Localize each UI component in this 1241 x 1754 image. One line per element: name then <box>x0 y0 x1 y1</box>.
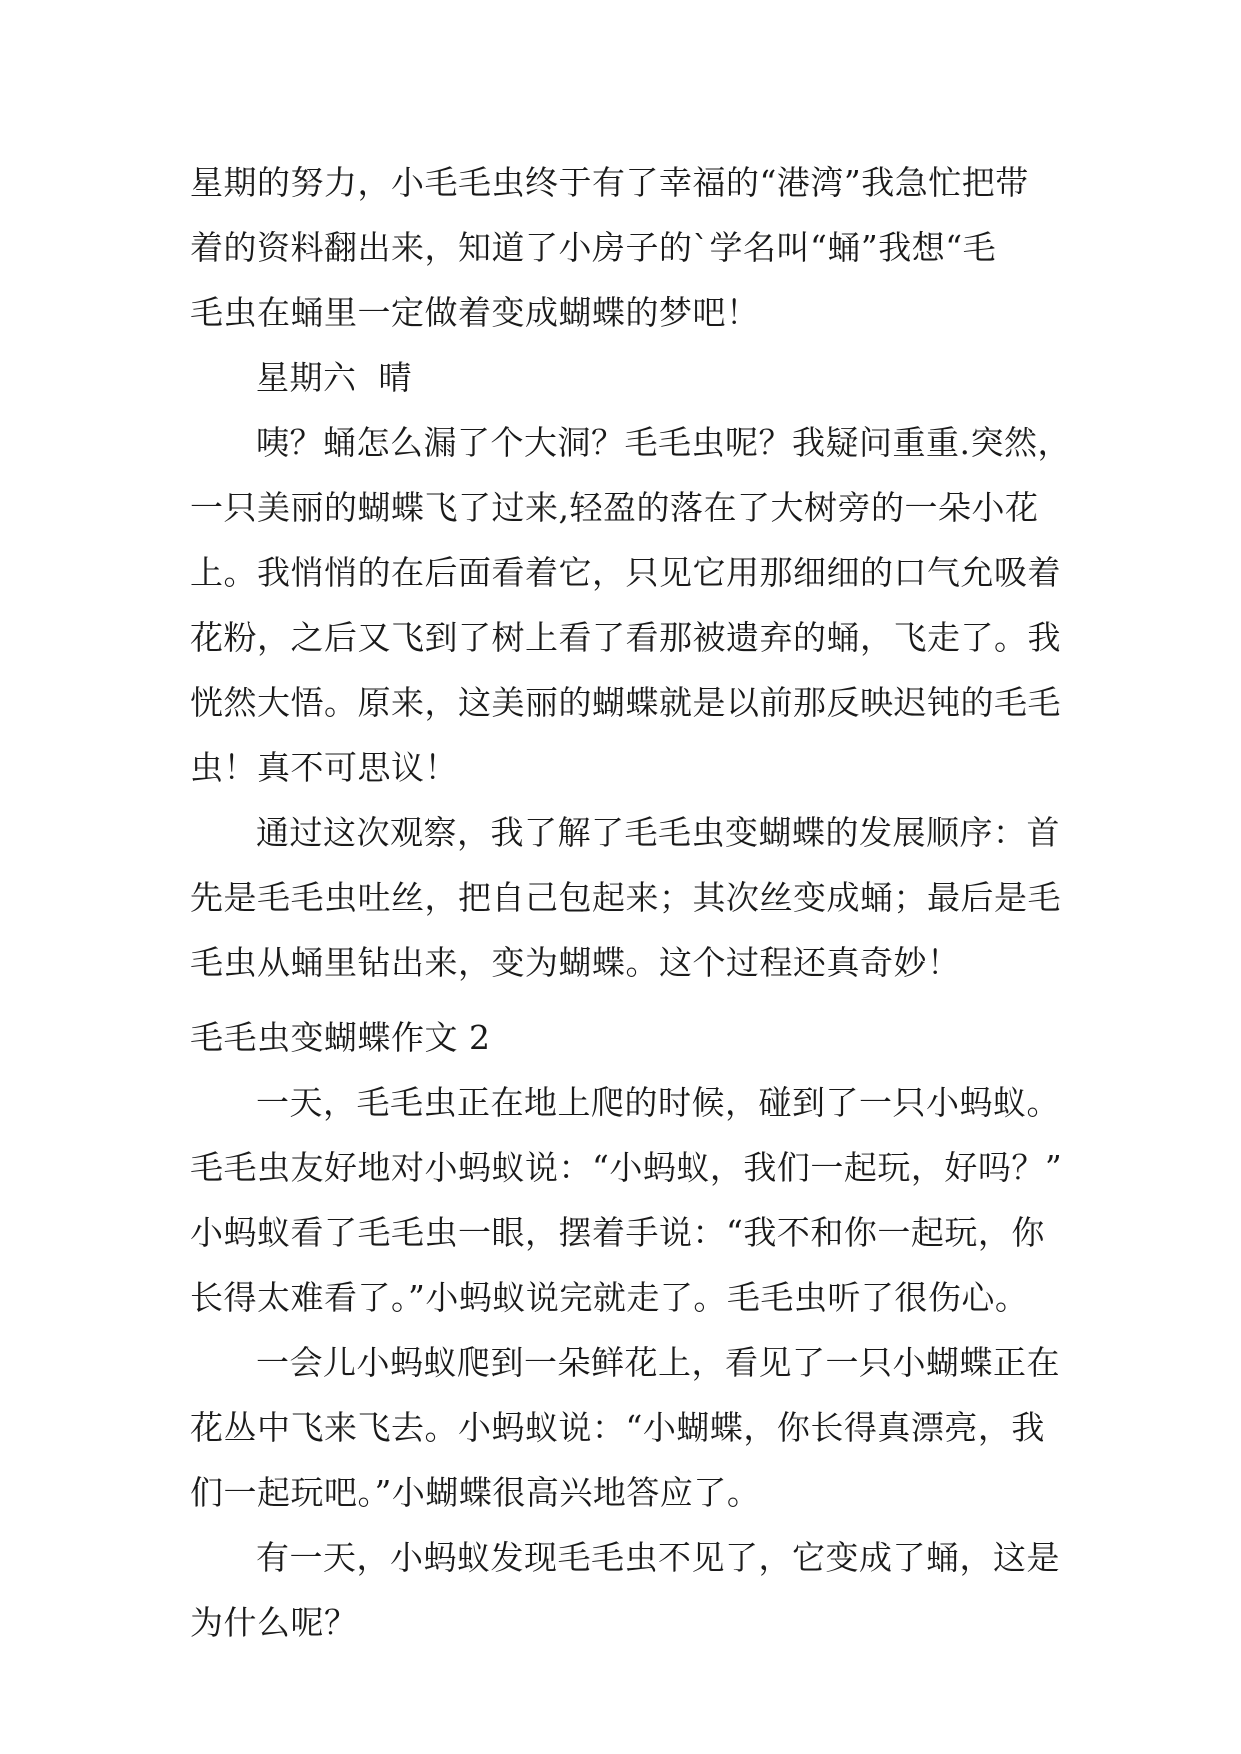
text-line: 恍然大悟。原来，这美丽的蝴蝶就是以前那反映迟钝的毛毛 <box>190 683 1061 722</box>
essay-heading: 毛毛虫变蝴蝶作文 2 <box>190 1018 491 1057</box>
text-line: 毛虫在蛹里一定做着变成蝴蝶的梦吧！ <box>190 293 760 332</box>
text-line: 长得太难看了。”小蚂蚁说完就走了。毛毛虫听了很伤心。 <box>190 1278 1029 1317</box>
text-line: 先是毛毛虫吐丝，把自己包起来；其次丝变成蛹；最后是毛 <box>190 878 1061 917</box>
diary-date-line: 星期六 晴 <box>256 358 412 397</box>
text-line: 小蚂蚁看了毛毛虫一眼，摆着手说：“我不和你一起玩，你 <box>190 1213 1045 1252</box>
text-line: 一会儿小蚂蚁爬到一朵鲜花上，看见了一只小蝴蝶正在 <box>256 1343 1060 1382</box>
text-line: 咦？蛹怎么漏了个大洞？毛毛虫呢？我疑问重重.突然， <box>256 423 1071 462</box>
essay-part-2 <box>190 1005 1070 1655</box>
text-line: 一天，毛毛虫正在地上爬的时候，碰到了一只小蚂蚁。 <box>256 1083 1060 1122</box>
text-line: 们一起玩吧。”小蝴蝶很高兴地答应了。 <box>190 1473 761 1512</box>
text-line: 为什么呢？ <box>190 1603 358 1642</box>
text-line: 星期的努力，小毛毛虫终于有了幸福的“港湾”我急忙把带 <box>190 163 1029 202</box>
text-line: 有一天，小蚂蚁发现毛毛虫不见了，它变成了蛹，这是 <box>256 1538 1060 1577</box>
text-line: 毛毛虫友好地对小蚂蚁说：“小蚂蚁，我们一起玩，好吗？” <box>190 1148 1063 1187</box>
text-line: 通过这次观察，我了解了毛毛虫变蝴蝶的发展顺序：首 <box>256 813 1060 852</box>
text-line: 花丛中飞来飞去。小蚂蚁说：“小蝴蝶，你长得真漂亮，我 <box>190 1408 1045 1447</box>
essay-part-1 <box>190 150 1070 995</box>
text-line: 上。我悄悄的在后面看着它，只见它用那细细的口气允吸着 <box>190 553 1061 592</box>
text-line: 花粉，之后又飞到了树上看了看那被遗弃的蛹，飞走了。我 <box>190 618 1061 657</box>
text-line: 一只美丽的蝴蝶飞了过来,轻盈的落在了大树旁的一朵小花 <box>190 488 1039 527</box>
text-line: 虫！真不可思议！ <box>190 748 458 787</box>
text-line: 着的资料翻出来，知道了小房子的`学名叫“蛹”我想“毛 <box>190 228 997 267</box>
text-line: 毛虫从蛹里钻出来，变为蝴蝶。这个过程还真奇妙！ <box>190 943 961 982</box>
